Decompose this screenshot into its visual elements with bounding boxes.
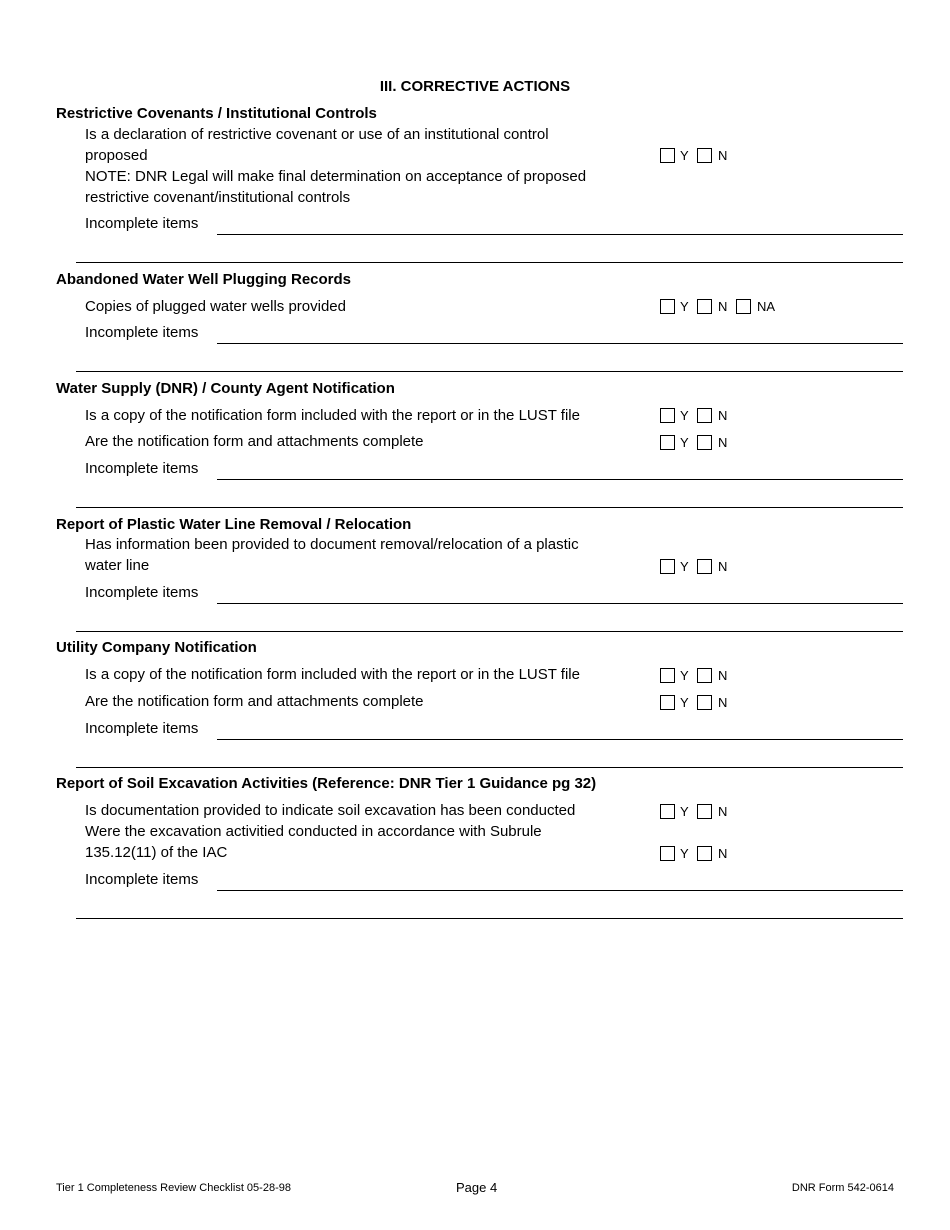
incomplete-items-line-2[interactable] — [76, 507, 903, 508]
footer-right: DNR Form 542-0614 — [791, 1182, 894, 1194]
yes-label: Y — [680, 846, 689, 861]
yes-label: Y — [680, 695, 689, 710]
incomplete-items-line[interactable] — [217, 603, 903, 604]
question-text: Is a copy of the notification form included with the report or in the LUST file — [85, 407, 580, 424]
section-title: III. CORRECTIVE ACTIONS — [379, 78, 571, 95]
checkbox-no[interactable] — [697, 148, 712, 163]
question-text: Is a copy of the notification form included with the report or in the LUST file — [85, 666, 580, 683]
incomplete-items-label: Incomplete items — [85, 871, 199, 888]
incomplete-items-line-2[interactable] — [76, 918, 903, 919]
no-label: N — [718, 299, 728, 314]
no-label: N — [718, 668, 728, 683]
checkbox-yes[interactable] — [660, 559, 675, 574]
section-heading: Report of Soil Excavation Activities (Reference: DNR Tier 1 Guidance pg 32) — [56, 775, 597, 792]
incomplete-items-label: Incomplete items — [85, 460, 199, 477]
question-text: Are the notification form and attachments complete — [85, 693, 424, 710]
question-text: proposed — [85, 147, 148, 164]
checkbox-no[interactable] — [697, 668, 712, 683]
incomplete-items-line-2[interactable] — [76, 371, 903, 372]
question-text: water line — [85, 557, 150, 574]
checkbox-no[interactable] — [697, 299, 712, 314]
na-label: NA — [757, 299, 776, 314]
no-label: N — [718, 559, 728, 574]
section-heading: Water Supply (DNR) / County Agent Notification — [56, 380, 395, 397]
question-text: Has information been provided to document removal/relocation of a plastic — [85, 536, 579, 553]
question-text: Were the excavation activitied conducted in accordance with Subrule — [85, 823, 542, 840]
checkbox-no[interactable] — [697, 559, 712, 574]
checkbox-yes[interactable] — [660, 299, 675, 314]
incomplete-items-line-2[interactable] — [76, 631, 903, 632]
yes-label: Y — [680, 668, 689, 683]
incomplete-items-line[interactable] — [217, 739, 903, 740]
checkbox-na[interactable] — [736, 299, 751, 314]
checkbox-yes[interactable] — [660, 695, 675, 710]
checkbox-yes[interactable] — [660, 804, 675, 819]
checkbox-yes[interactable] — [660, 668, 675, 683]
incomplete-items-line[interactable] — [217, 479, 903, 480]
yes-label: Y — [680, 299, 689, 314]
checkbox-yes[interactable] — [660, 435, 675, 450]
incomplete-items-label: Incomplete items — [85, 720, 199, 737]
incomplete-items-line-2[interactable] — [76, 767, 903, 768]
page-number: Page 4 — [456, 1180, 498, 1195]
checkbox-no[interactable] — [697, 804, 712, 819]
question-text: Are the notification form and attachments complete — [85, 433, 424, 450]
incomplete-items-label: Incomplete items — [85, 324, 199, 341]
footer-left: Tier 1 Completeness Review Checklist 05-28-98 — [56, 1182, 291, 1194]
no-label: N — [718, 408, 728, 423]
question-text: Is documentation provided to indicate soil excavation has been conducted — [85, 802, 576, 819]
question-text: Copies of plugged water wells provided — [85, 298, 346, 315]
no-label: N — [718, 695, 728, 710]
no-label: N — [718, 435, 728, 450]
incomplete-items-line[interactable] — [217, 890, 903, 891]
section-heading: Utility Company Notification — [56, 639, 257, 656]
incomplete-items-line[interactable] — [217, 343, 903, 344]
checkbox-yes[interactable] — [660, 846, 675, 861]
note-text: NOTE: DNR Legal will make final determination on acceptance of proposed — [85, 168, 587, 185]
section-heading: Abandoned Water Well Plugging Records — [56, 271, 352, 288]
section-heading: Restrictive Covenants / Institutional Controls — [56, 105, 377, 122]
yes-label: Y — [680, 804, 689, 819]
checkbox-no[interactable] — [697, 435, 712, 450]
yes-label: Y — [680, 559, 689, 574]
yes-label: Y — [680, 148, 689, 163]
yes-label: Y — [680, 408, 689, 423]
no-label: N — [718, 148, 728, 163]
yes-label: Y — [680, 435, 689, 450]
no-label: N — [718, 804, 728, 819]
incomplete-items-line[interactable] — [217, 234, 903, 235]
checkbox-yes[interactable] — [660, 148, 675, 163]
no-label: N — [718, 846, 728, 861]
incomplete-items-line-2[interactable] — [76, 262, 903, 263]
section-heading: Report of Plastic Water Line Removal / Relocation — [56, 516, 412, 533]
checkbox-yes[interactable] — [660, 408, 675, 423]
checkbox-no[interactable] — [697, 408, 712, 423]
question-text: 135.12(11) of the IAC — [85, 844, 228, 861]
incomplete-items-label: Incomplete items — [85, 215, 199, 232]
incomplete-items-label: Incomplete items — [85, 584, 199, 601]
checkbox-no[interactable] — [697, 846, 712, 861]
question-text: Is a declaration of restrictive covenant or use of an institutional control — [85, 126, 549, 143]
checkbox-no[interactable] — [697, 695, 712, 710]
note-text: restrictive covenant/institutional controls — [85, 189, 351, 206]
